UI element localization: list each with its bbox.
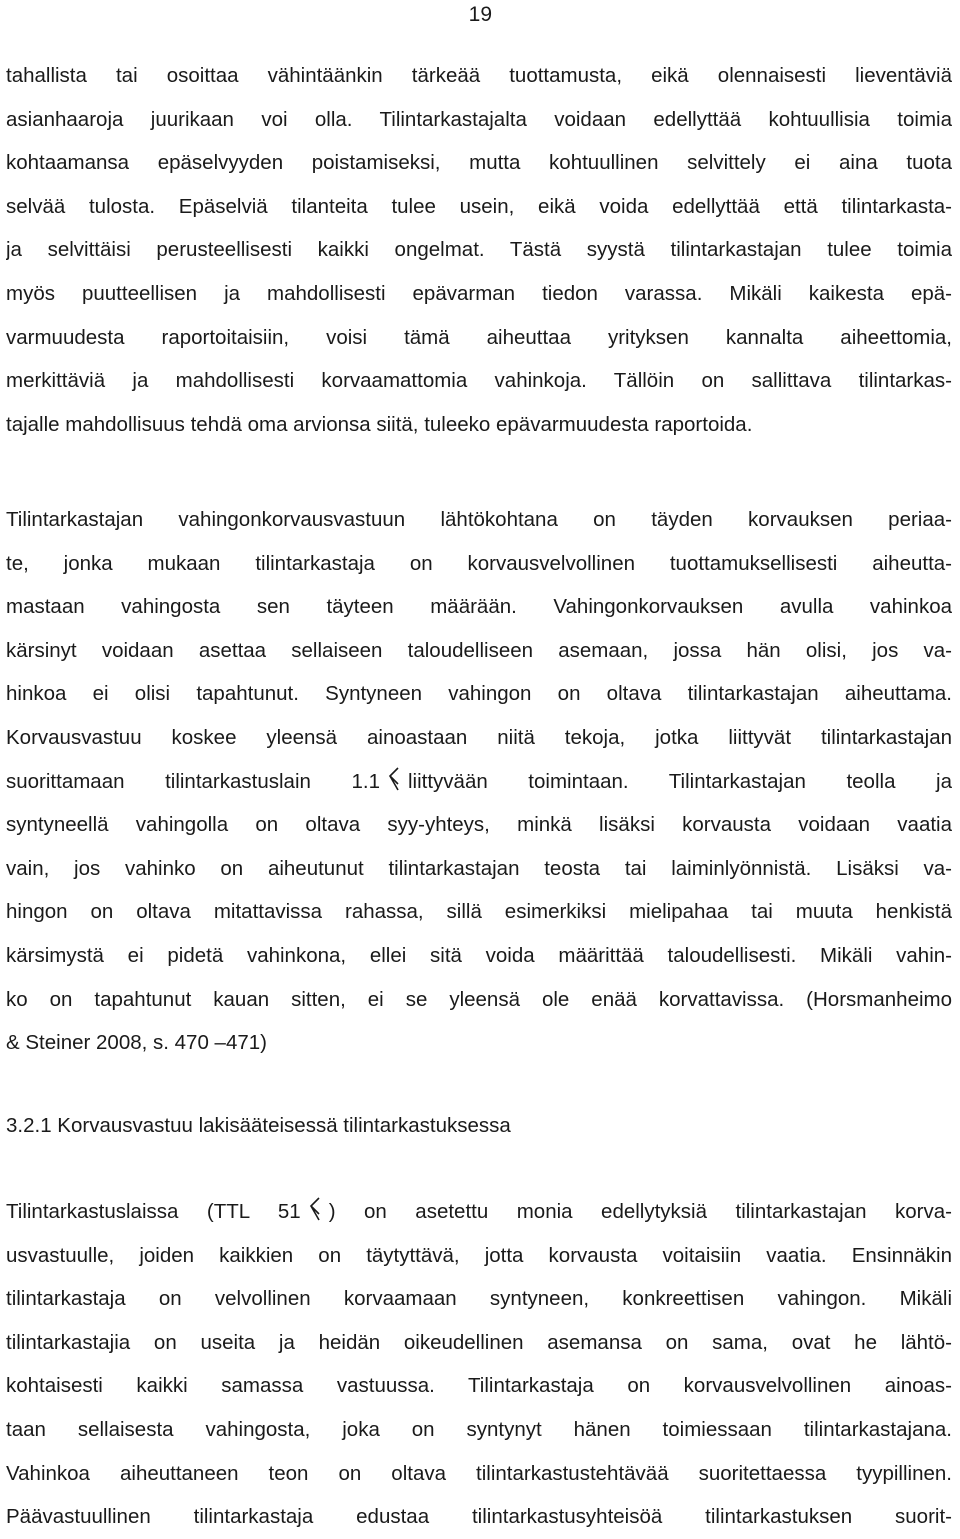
paragraph-line: usvastuulle, joiden kaikkien on täytyttävä, jotta korvausta voitaisiin vaatia. Ensinnäkin bbox=[6, 1243, 952, 1267]
paragraph-line-with-footnote bbox=[6, 1190, 952, 1234]
line-text-before: Tilintarkastuslaissa (TTL 51 bbox=[6, 1200, 301, 1223]
section-heading: 3.2.1 Korvausvastuu lakisääteisessä tilintarkastuksessa bbox=[6, 1114, 511, 1137]
line-text-after: liittyvään toimintaan. Tilintarkastajan teolla ja bbox=[407, 769, 952, 793]
paragraph-line: & Steiner 2008, s. 470 –471) bbox=[6, 1031, 267, 1055]
paragraph-line: tajalle mahdollisuus tehdä oma arvionsa siitä, tuleeko epävarmuudesta raportoida. bbox=[6, 412, 753, 436]
paragraph-line: kärsinyt voidaan asettaa sellaiseen taloudelliseen asemaan, jossa hän olisi, jos va- bbox=[6, 638, 952, 662]
paragraph-line: hinkoa ei olisi tapahtunut. Syntyneen vahingon on oltava tilintarkastajan aiheuttama. bbox=[6, 682, 952, 706]
paragraph-line: myös puutteellisen ja mahdollisesti epävarman tiedon varassa. Mikäli kaikesta epä- bbox=[6, 281, 952, 305]
paragraph-line: syntyneellä vahingolla on oltava syy-yhteys, minkä lisäksi korvausta voidaan vaatia bbox=[6, 813, 952, 837]
line-text-before: suorittamaan tilintarkastuslain 1.1 bbox=[6, 769, 380, 793]
paragraph-line: mastaan vahingosta sen täyteen määrään. Vahingonkorvauksen avulla vahinkoa bbox=[6, 595, 952, 619]
paragraph-2 bbox=[6, 498, 952, 1065]
footnote-reference-icon[interactable] bbox=[309, 1196, 321, 1222]
paragraph-line: hingon on oltava mitattavissa rahassa, sillä esimerkiksi mielipahaa tai muuta henkistä bbox=[6, 900, 952, 924]
page-number: 19 bbox=[468, 3, 492, 26]
paragraph-line: kohtaamansa epäselvyyden poistamiseksi, mutta kohtuullinen selvittely ei aina tuota bbox=[6, 151, 952, 175]
paragraph-line: kärsimystä ei pidetä vahinkona, ellei sitä voida määrittää taloudellisesti. Mikäli vahin- bbox=[6, 943, 952, 967]
paragraph-line: taan sellaisesta vahingosta, joka on syntynyt hänen toimiessaan tilintarkastajana. bbox=[6, 1417, 952, 1441]
paragraph-line: Tilintarkastajan vahingonkorvausvastuun lähtökohtana on täyden korvauksen periaa- bbox=[6, 508, 952, 531]
paragraph-line: asianhaaroja juurikaan voi olla. Tilintarkastajalta voidaan edellyttää kohtuullisia toimia bbox=[6, 107, 952, 131]
paragraph-line: Korvausvastuu koskee yleensä ainoastaan niitä tekoja, jotka liittyvät tilintarkastajan bbox=[6, 725, 952, 749]
paragraph-line: vain, jos vahinko on aiheutunut tilintarkastajan teosta tai laiminlyönnistä. Lisäksi va- bbox=[6, 856, 952, 880]
paragraph-line: varmuudesta raportoitaisiin, voisi tämä aiheuttaa yrityksen kannalta aiheettomia, bbox=[6, 325, 952, 349]
paragraph-line: kohtaisesti kaikki samassa vastuussa. Tilintarkastaja on korvausvelvollinen ainoas- bbox=[6, 1374, 952, 1398]
paragraph-line: selvää tulosta. Epäselviä tilanteita tulee usein, eikä voida edellyttää että tilintarkasta- bbox=[6, 194, 952, 218]
paragraph-line-with-footnote bbox=[6, 760, 952, 804]
paragraph-line: tilintarkastajia on useita ja heidän oikeudellinen asemansa on sama, ovat he lähtö- bbox=[6, 1330, 952, 1354]
paragraph-line: Päävastuullinen tilintarkastaja edustaa tilintarkastusyhteisöä tilintarkastuksen suorit- bbox=[6, 1505, 952, 1529]
paragraph-line: Vahinkoa aiheuttaneen teon on oltava tilintarkastustehtävää suoritettaessa tyypillinen. bbox=[6, 1461, 952, 1485]
paragraph-line: te, jonka mukaan tilintarkastaja on korvausvelvollinen tuottamuksellisesti aiheutta- bbox=[6, 551, 952, 575]
footnote-reference-icon[interactable] bbox=[388, 766, 400, 792]
paragraph-line: ja selvittäisi perusteellisesti kaikki ongelmat. Tästä syystä tilintarkastajan tulee toimia bbox=[6, 238, 952, 262]
line-text-after: ) on asetettu monia edellytyksiä tilintarkastajan korva- bbox=[328, 1200, 952, 1223]
paragraph-line: merkittäviä ja mahdollisesti korvaamattomia vahinkoja. Tällöin on sallittava tilintarkas- bbox=[6, 369, 952, 393]
paragraph-line: ko on tapahtunut kauan sitten, ei se yleensä ole enää korvattavissa. (Horsmanheimo bbox=[6, 987, 952, 1011]
paragraph-3 bbox=[6, 1190, 952, 1539]
paragraph-line: tilintarkastaja on velvollinen korvaamaan syntyneen, konkreettisen vahingon. Mikäli bbox=[6, 1287, 952, 1311]
paragraph-line: tahallista tai osoittaa vähintäänkin tärkeää tuottamusta, eikä olennaisesti lieventäviä bbox=[6, 64, 952, 87]
paragraph-1 bbox=[6, 54, 952, 446]
